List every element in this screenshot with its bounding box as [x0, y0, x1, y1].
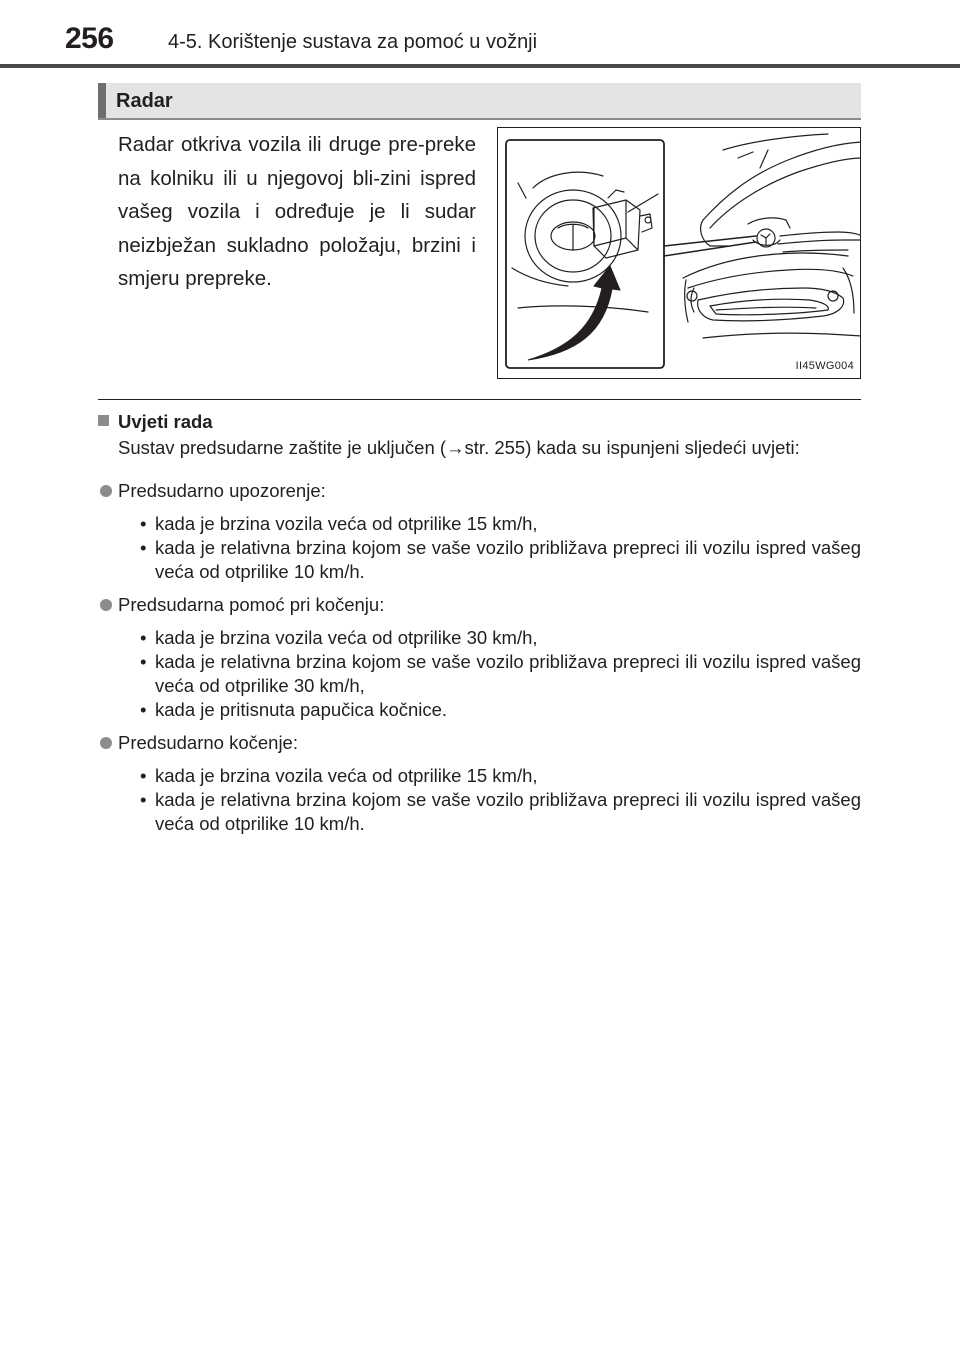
square-bullet-icon	[98, 415, 109, 426]
condition-group-title-row	[98, 731, 861, 755]
circle-bullet-icon	[100, 485, 112, 497]
condition-group-title: Predsudarno kočenje:	[118, 731, 298, 753]
circle-bullet-icon	[100, 737, 112, 749]
bullet-dot-icon: •	[140, 764, 147, 786]
bullet-dot-icon: •	[140, 512, 147, 534]
conditions-heading: Uvjeti rada	[118, 411, 213, 432]
section-header-underline	[98, 118, 861, 120]
condition-item	[98, 788, 861, 836]
condition-item-text: kada je pritisnuta papučica kočnice.	[155, 698, 448, 720]
conditions-intro: Sustav predsudarne zaštite je uključen (→str. 255) kada su ispunjeni sljedeći uvjeti:	[118, 437, 800, 458]
chapter-title: 4-5. Korištenje sustava za pomoć u vožnji	[168, 31, 538, 53]
bullet-dot-icon: •	[140, 536, 147, 558]
bullet-dot-icon: •	[140, 650, 147, 672]
bullet-dot-icon: •	[140, 626, 147, 648]
radar-intro-text: Radar otkriva vozila ili druge pre-preke na kolniku ili u njegovoj bli-zini ispred vašeg vozila i određuje je li sudar neizbježan sukladno položaju, brzini i smjeru prepreke.	[118, 133, 476, 290]
condition-item-text: kada je brzina vozila veća od otprilike 15 km/h,	[155, 764, 538, 786]
condition-item-text: kada je relativna brzina kojom se vaše vozilo približava prepreci ili vozilu ispred vašeg veća od otprilike 30 km/h,	[155, 650, 861, 696]
circle-bullet-icon	[100, 599, 112, 611]
condition-group	[98, 479, 861, 584]
curved-arrow-icon	[528, 266, 620, 360]
condition-item-text: kada je brzina vozila veća od otprilike 15 km/h,	[155, 512, 538, 534]
section-divider	[98, 399, 861, 400]
condition-item	[98, 536, 861, 584]
header-rule	[0, 64, 960, 68]
condition-item-text: kada je relativna brzina kojom se vaše vozilo približava prepreci ili vozilu ispred vašeg veća od otprilike 10 km/h.	[155, 536, 861, 582]
figure-code: II45WG004	[795, 360, 854, 372]
condition-group-title-row	[98, 479, 861, 503]
section-header-accent	[98, 83, 106, 120]
condition-group-title: Predsudarna pomoć pri kočenju:	[118, 593, 385, 615]
condition-list	[98, 764, 861, 836]
condition-list	[98, 626, 861, 722]
condition-list	[98, 512, 861, 584]
condition-group	[98, 593, 861, 722]
condition-item-text: kada je brzina vozila veća od otprilike 30 km/h,	[155, 626, 538, 648]
operating-conditions	[98, 410, 861, 836]
condition-item	[98, 698, 861, 722]
condition-item	[98, 626, 861, 650]
bullet-dot-icon: •	[140, 698, 147, 720]
section-header-bar	[98, 83, 861, 120]
condition-item	[98, 650, 861, 698]
page-number: 256	[65, 22, 114, 55]
section-title: Radar	[116, 90, 173, 112]
condition-group-title-row	[98, 593, 861, 617]
bullet-dot-icon: •	[140, 788, 147, 810]
condition-group	[98, 731, 861, 836]
conditions-heading-row	[98, 410, 861, 436]
condition-item	[98, 512, 861, 536]
radar-illustration	[497, 127, 861, 379]
condition-item-text: kada je relativna brzina kojom se vaše vozilo približava prepreci ili vozilu ispred vašeg veća od otprilike 10 km/h.	[155, 788, 861, 834]
radar-drawing	[498, 128, 861, 379]
condition-group-title: Predsudarno upozorenje:	[118, 479, 326, 501]
condition-item	[98, 764, 861, 788]
